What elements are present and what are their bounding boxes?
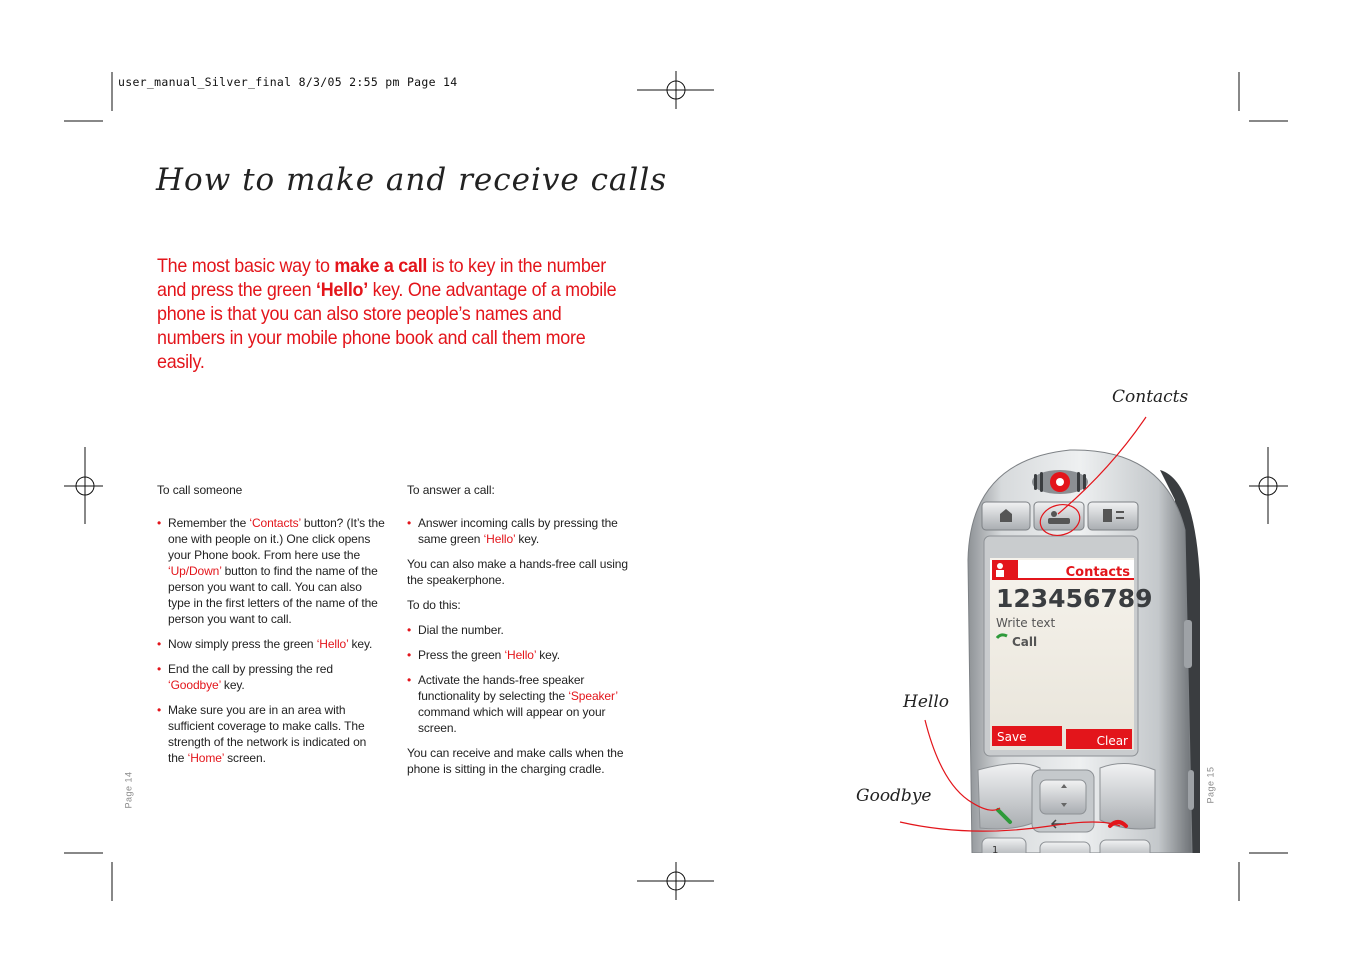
print-slug: user_manual_Silver_final 8/3/05 2:55 pm Page 14 xyxy=(118,75,458,89)
paragraph: To do this: xyxy=(407,598,461,612)
label-goodbye: Goodbye xyxy=(856,786,932,806)
list-item: • Dial the number. xyxy=(407,622,633,638)
list-item: • Remember the ‘Contacts’ button? (It’s the one with people on it.) One click opens your Phone book. From here use the ‘Up/Down’ button to find the name of the person you want to call. You can also type in the first letters of the name of the person you want to call. xyxy=(157,515,385,627)
list-item: • Answer incoming calls by pressing the same green ‘Hello’ key. xyxy=(407,515,633,547)
list-item: • End the call by pressing the red ‘Goodbye’ key. xyxy=(157,661,385,693)
screen-number: 123456789 xyxy=(996,584,1153,613)
call-someone-heading: To call someone xyxy=(157,483,243,497)
label-contacts: Contacts xyxy=(1112,387,1189,407)
answer-call-heading: To answer a call: xyxy=(407,483,495,497)
paragraph: You can receive and make calls when the phone is sitting in the charging cradle. xyxy=(407,746,624,776)
screen-softkey-left: Save xyxy=(997,730,1027,744)
list-item: • Activate the hands-free speaker functionality by selecting the ‘Speaker’ command which will appear on your screen. xyxy=(407,672,633,736)
list-item: • Press the green ‘Hello’ key. xyxy=(407,647,633,663)
screen-header-text: Contacts xyxy=(1065,565,1130,580)
label-hello: Hello xyxy=(903,692,949,712)
intro-paragraph: The most basic way to make a call is to key in the number and press the green ‘Hello’ key. One advantage of a mobile phone is that you can also store people’s names and numbers in your mobile phone book and call them more easily. xyxy=(157,255,617,373)
screen-line2: Call xyxy=(1012,635,1038,649)
list-item: • Now simply press the green ‘Hello’ key. xyxy=(157,636,385,652)
screen-softkey-right: Clear xyxy=(1096,734,1128,748)
page-number-left: Page 14 xyxy=(123,771,134,809)
svg-text:1: 1 xyxy=(992,845,999,853)
paragraph: You can also make a hands-free call using the speakerphone. xyxy=(407,557,628,587)
page-title: How to make and receive calls xyxy=(156,162,668,198)
screen-line1: Write text xyxy=(996,616,1056,630)
list-item: • Make sure you are in an area with sufficient coverage to make calls. The strength of the network is indicated on the ‘Home’ screen. xyxy=(157,702,385,766)
page-number-right: Page 15 xyxy=(1205,766,1216,804)
